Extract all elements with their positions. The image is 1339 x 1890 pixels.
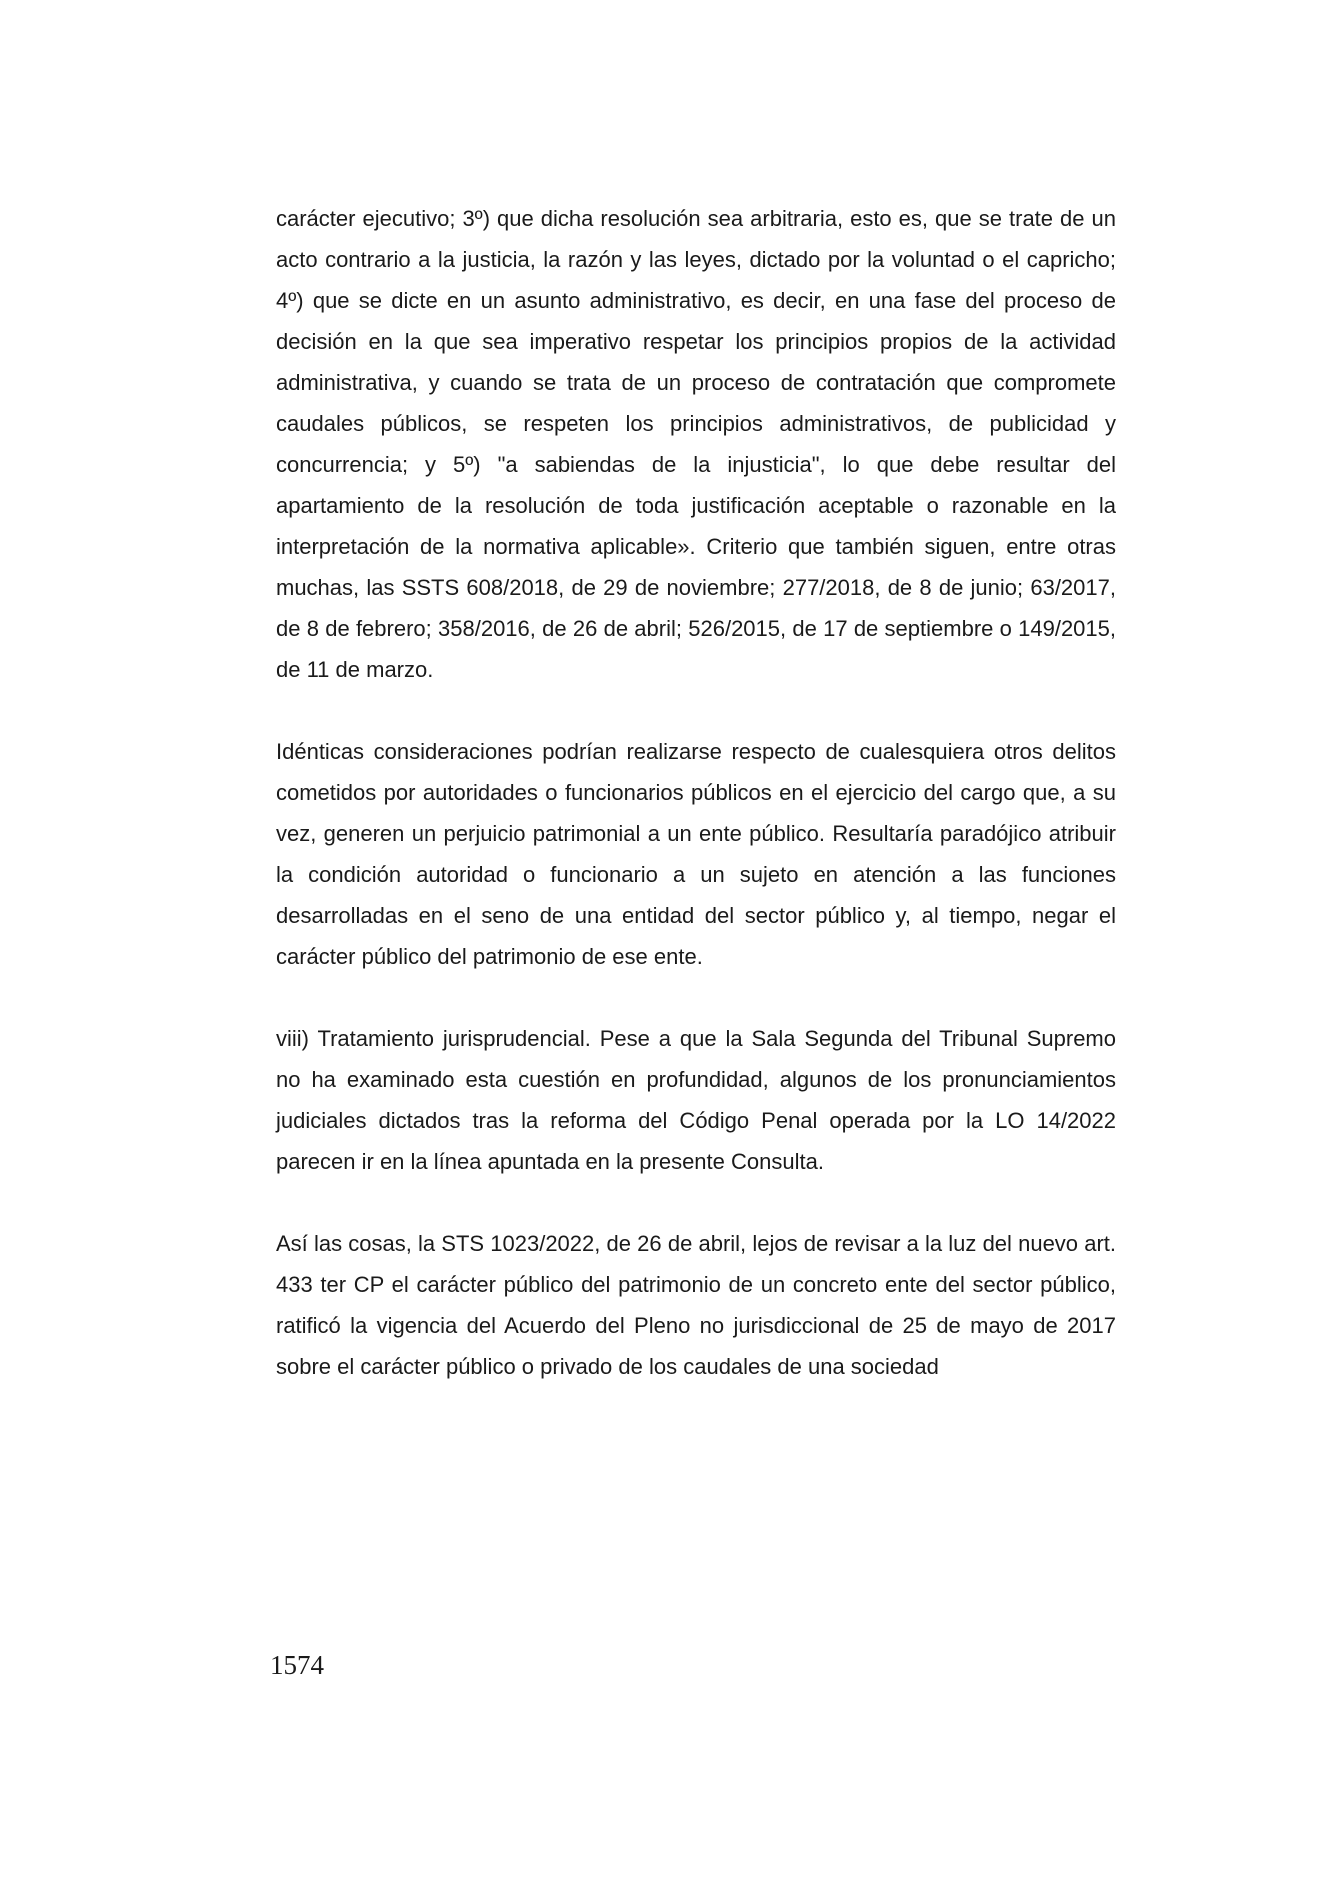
- paragraph-3: viii) Tratamiento jurisprudencial. Pese a que la Sala Segunda del Tribunal Supremo no ha examinado esta cuestión en profundidad, algunos de los pronunciamientos judiciales dictados tras la reforma del Código Penal operada por la LO 14/2022 parecen ir en la línea apuntada en la presente Consulta.: [276, 1026, 1116, 1174]
- paragraph-4: Así las cosas, la STS 1023/2022, de 26 de abril, lejos de revisar a la luz del nuevo art. 433 ter CP el carácter público del patrimonio de un concreto ente del sector público, ratificó la vigencia del Acuerdo del Pleno no jurisdiccional de 25 de mayo de 2017 sobre el carácter público o privado de los caudales de una sociedad: [276, 1231, 1116, 1379]
- page-number: 1574: [270, 1650, 324, 1680]
- paragraph-2: Idénticas consideraciones podrían realizarse respecto de cualesquiera otros delitos cometidos por autoridades o funcionarios públicos en el ejercicio del cargo que, a su vez, generen un perjuicio patrimonial a un ente público. Resultaría paradójico atribuir la condición autoridad o funcionario a un sujeto en atención a las funciones desarrolladas en el seno de una entidad del sector público y, al tiempo, negar el carácter público del patrimonio de ese ente.: [276, 739, 1116, 969]
- paragraph-1: carácter ejecutivo; 3º) que dicha resolución sea arbitraria, esto es, que se trate de un acto contrario a la justicia, la razón y las leyes, dictado por la voluntad o el capricho; 4º) que se dicte en un asunto administrativo, es decir, en una fase del proceso de decisión en la que sea imperativo respetar los principios propios de la actividad administrativa, y cuando se trata de un proceso de contratación que compromete caudales públicos, se respeten los principios administrativos, de publicidad y concurrencia; y 5º) "a sabiendas de la injusticia", lo que debe resultar del apartamiento de la resolución de toda justificación aceptable o razonable en la interpretación de la normativa aplicable». Criterio que también siguen, entre otras muchas, las SSTS 608/2018, de 29 de noviembre; 277/2018, de 8 de junio; 63/2017, de 8 de febrero; 358/2016, de 26 de abril; 526/2015, de 17 de septiembre o 149/2015, de 11 de marzo.: [276, 206, 1116, 682]
- body-text: [276, 198, 1116, 1387]
